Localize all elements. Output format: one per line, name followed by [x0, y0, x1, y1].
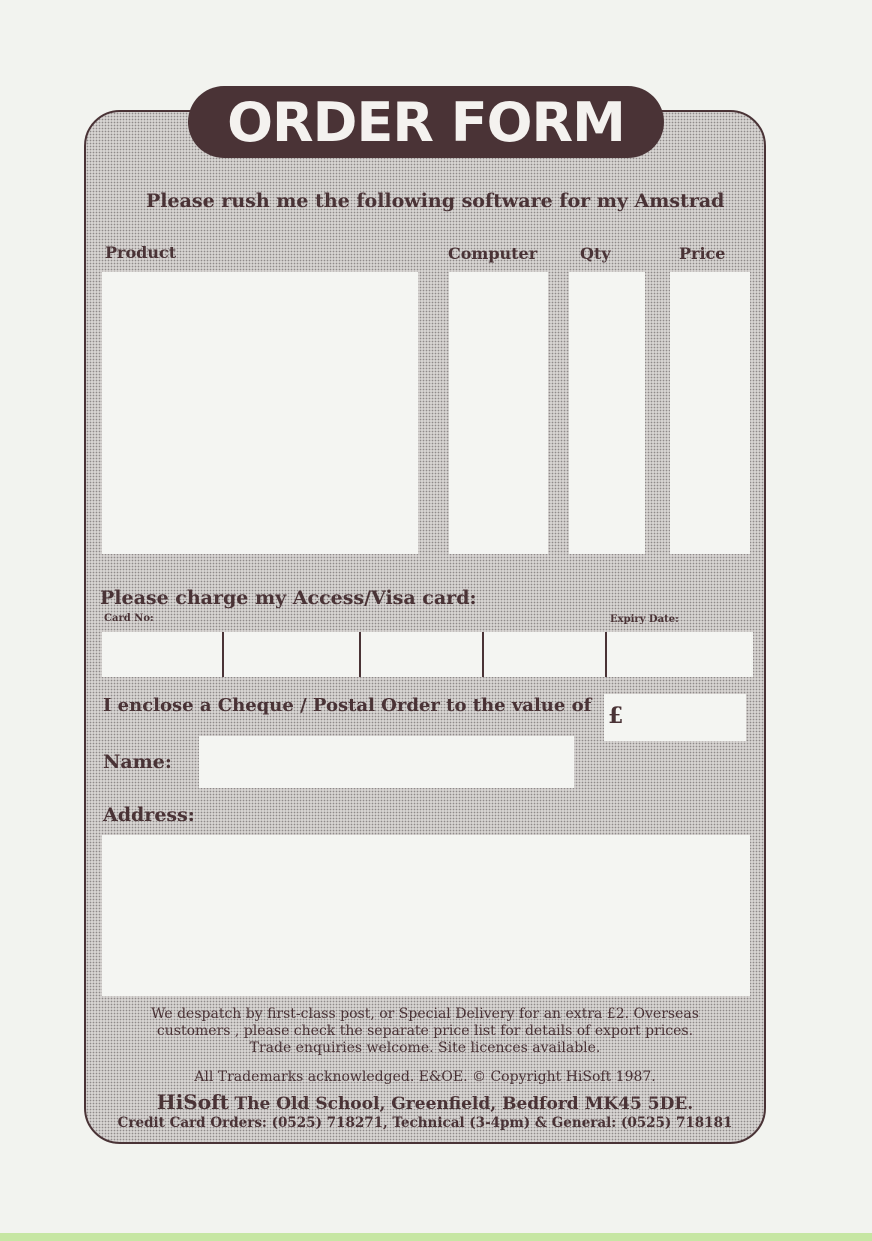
- expiry-date-label: Expiry Date:: [610, 614, 679, 625]
- card-digit-divider: [359, 632, 361, 677]
- card-digit-divider: [222, 632, 224, 677]
- column-header-product: Product: [105, 243, 177, 262]
- intro-text: Please rush me the following software for my Amstrad: [146, 190, 725, 212]
- column-header-price: Price: [679, 244, 726, 263]
- expiry-date-field[interactable]: [607, 632, 753, 677]
- despatch-note-line-3: Trade enquiries welcome. Site licences available.: [249, 1040, 601, 1056]
- name-label: Name:: [103, 751, 172, 773]
- company-address: The Old School, Greenfield, Bedford MK45 5DE.: [234, 1094, 694, 1114]
- card-number-label: Card No:: [104, 613, 154, 624]
- currency-symbol: £: [608, 703, 624, 729]
- qty-field[interactable]: [569, 272, 645, 554]
- phone-numbers: Credit Card Orders: (0525) 718271, Technical (3-4pm) & General: (0525) 718181: [117, 1115, 733, 1131]
- despatch-note-line-1: We despatch by first-class post, or Special Delivery for an extra £2. Overseas: [151, 1006, 699, 1022]
- cheque-label: I enclose a Cheque / Postal Order to the value of: [103, 695, 592, 716]
- company-address-line: [84, 1090, 766, 1114]
- trademarks-note: All Trademarks acknowledged. E&OE. © Copyright HiSoft 1987.: [194, 1069, 656, 1085]
- form-title: ORDER FORM: [227, 90, 625, 154]
- title-banner: [188, 86, 664, 158]
- address-field[interactable]: [102, 835, 750, 996]
- card-number-field[interactable]: [102, 632, 606, 677]
- column-header-computer: Computer: [448, 244, 538, 263]
- price-field[interactable]: [670, 272, 750, 554]
- company-name: HiSoft: [156, 1090, 229, 1114]
- product-field[interactable]: [102, 272, 418, 554]
- despatch-note-line-2: customers , please check the separate price list for details of export prices.: [156, 1023, 694, 1039]
- column-header-qty: Qty: [580, 244, 611, 263]
- address-label: Address:: [103, 804, 195, 826]
- card-digit-divider: [482, 632, 484, 677]
- cheque-amount-field[interactable]: [604, 694, 746, 741]
- computer-field[interactable]: [449, 272, 548, 554]
- name-field[interactable]: [199, 736, 574, 788]
- card-heading: Please charge my Access/Visa card:: [100, 587, 477, 609]
- page-edge: [0, 1233, 872, 1241]
